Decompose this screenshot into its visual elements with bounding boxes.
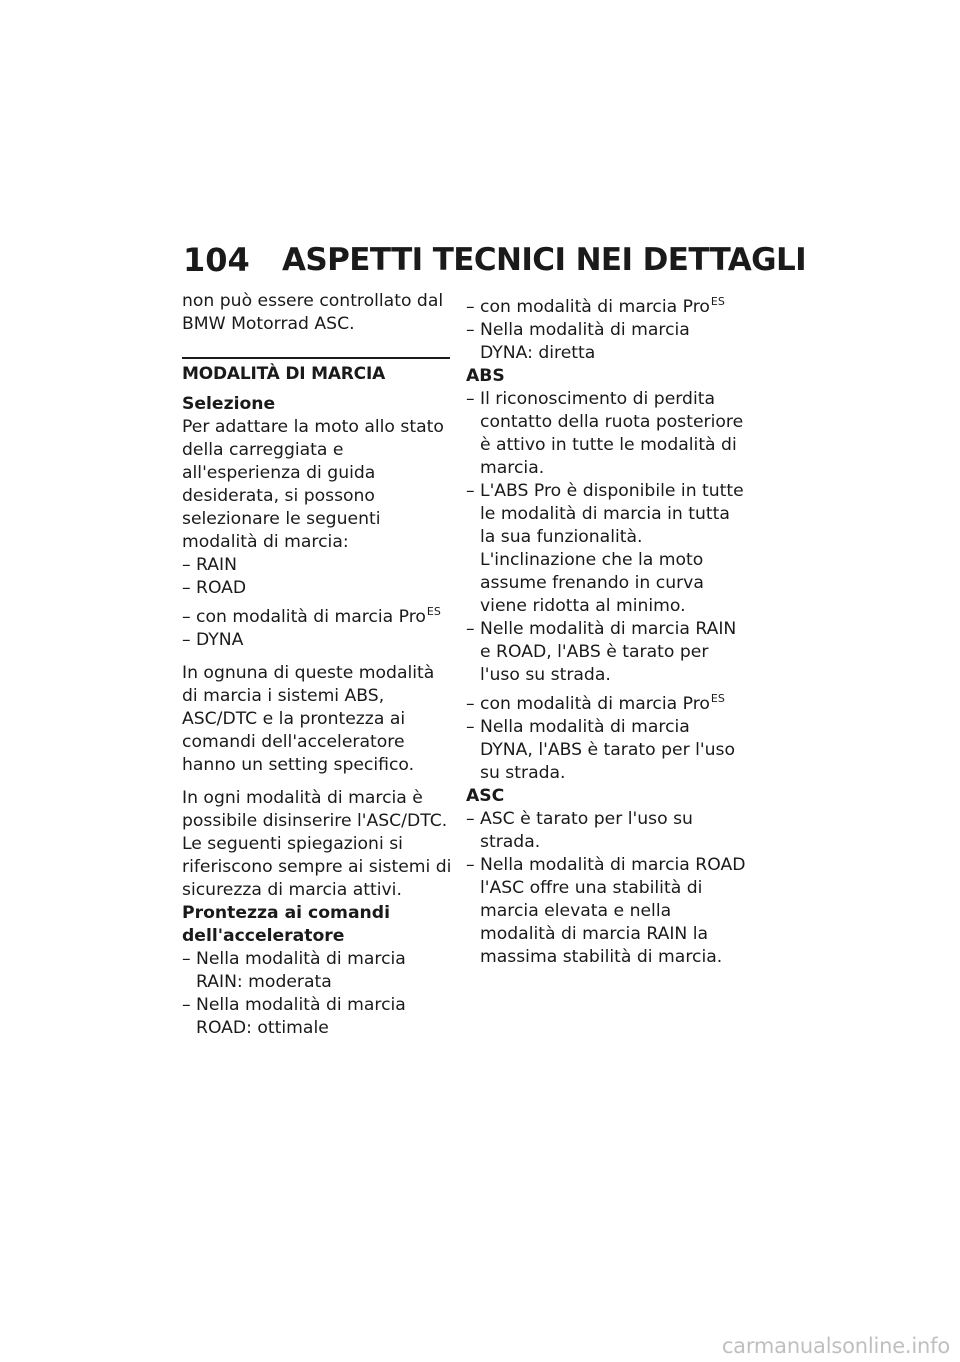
paragraph: In ognuna di queste modalità di marcia i sistemi ABS, ASC/DTC e la prontezza ai comandi dell'acceleratore hanno un setting specifico.	[182, 663, 435, 775]
list-item: – DYNA	[182, 630, 244, 650]
list-item: – con modalità di marcia Pro$^{ES}$	[182, 605, 441, 627]
list-item: – L'ABS Pro è disponibile in tutte le modalità di marcia in tutta la sua funzionalità. L'inclinazione che la moto assume frenando in curva viene ridotta al minimo.	[466, 481, 744, 616]
list-item: – Nella modalità di marcia RAIN: moderata	[182, 949, 406, 992]
selection-heading: Selezione	[182, 394, 276, 414]
page-title: ASPETTI TECNICI NEI DETTAGLI	[282, 242, 807, 278]
list-item: – ROAD	[182, 578, 247, 598]
left-column	[182, 290, 454, 1040]
list-item: – ASC è tarato per l'uso su strada.	[466, 809, 693, 852]
section-title: MODALITÀ DI MARCIA	[182, 364, 386, 384]
abs-heading: ABS	[466, 366, 505, 386]
asc-heading: ASC	[466, 786, 505, 806]
list-item: – Nella modalità di marcia DYNA, l'ABS è tarato per l'uso su strada.	[466, 717, 735, 783]
superscript: ES	[426, 605, 441, 618]
section-divider	[182, 357, 450, 359]
list-item: – Nella modalità di marcia ROAD l'ASC offre una stabilità di marcia elevata e nella modalità di marcia RAIN la massima stabilità di marcia.	[466, 855, 746, 967]
list-item: – con modalità di marcia Pro$^{ES}$	[466, 295, 725, 317]
throttle-heading: Prontezza ai comandi dell'acceleratore	[182, 903, 390, 946]
superscript: ES	[710, 295, 725, 308]
superscript: ES	[710, 692, 725, 705]
list-item: – RAIN	[182, 555, 237, 575]
paragraph: In ogni modalità di marcia è possibile disinserire l'ASC/DTC. Le seguenti spiegazioni si riferiscono sempre ai sistemi di sicurezza di marcia attivi.	[182, 788, 452, 900]
intro-text: non può essere controllato dal BMW Motorrad ASC.	[182, 291, 444, 334]
right-column	[466, 290, 748, 969]
list-item: – Nelle modalità di marcia RAIN e ROAD, l'ABS è tarato per l'uso su strada.	[466, 619, 737, 685]
footer-watermark: carmanualsonline.info	[721, 1334, 950, 1358]
list-item: – con modalità di marcia Pro$^{ES}$	[466, 692, 725, 714]
page-header	[183, 240, 807, 280]
list-item: – Nella modalità di marcia ROAD: ottimale	[182, 995, 406, 1038]
list-item: – Nella modalità di marcia DYNA: diretta	[466, 320, 690, 363]
selection-text: Per adattare la moto allo stato della carreggiata e all'esperienza di guida desiderata, si possono selezionare le seguenti modalità di marcia:	[182, 417, 444, 552]
list-item: – Il riconoscimento di perdita contatto della ruota posteriore è attivo in tutte le modalità di marcia.	[466, 389, 744, 478]
page-number: 104	[183, 241, 250, 279]
